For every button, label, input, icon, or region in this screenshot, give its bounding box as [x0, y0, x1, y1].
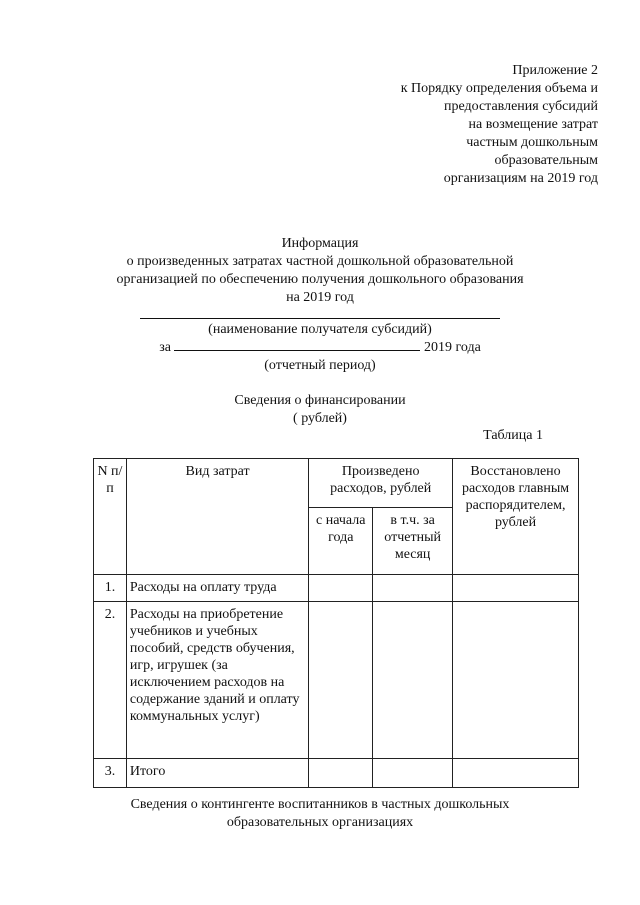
financing-title: Сведения о финансировании — [234, 393, 406, 408]
annex-line: образовательным — [494, 153, 598, 168]
annex-line: частным дошкольным — [466, 135, 598, 150]
annex-line: предоставления субсидий — [443, 99, 598, 114]
info-line: о произведенных затратах частной дошкольной образовательной — [126, 254, 514, 269]
period-row — [0, 339, 640, 357]
row-num: 2. — [94, 602, 127, 759]
info-title: Информация — [281, 236, 359, 251]
info-line: на 2019 год — [286, 290, 354, 305]
cell-restored — [453, 575, 579, 602]
header-type: Вид затрат — [126, 459, 308, 575]
annex-line: Приложение 2 — [512, 63, 598, 78]
financing-header — [0, 392, 640, 428]
cell-restored — [453, 602, 579, 759]
row-label: Расходы на оплату труда — [126, 575, 308, 602]
header-num: N п/п — [94, 459, 127, 575]
table-row — [94, 575, 579, 602]
period-caption: (отчетный период) — [264, 358, 376, 373]
info-line: организацией по обеспечению получения дошкольного образования — [116, 272, 524, 287]
row-num: 1. — [94, 575, 127, 602]
table-row — [94, 602, 579, 759]
financing-units: ( рублей) — [293, 411, 347, 426]
header-produced: Произведено расходов, рублей — [309, 459, 453, 508]
period-line — [174, 350, 420, 351]
annex-block — [401, 62, 598, 188]
cell-month — [373, 759, 453, 788]
table-row — [94, 759, 579, 788]
row-label: Расходы на приобретение учебников и учебных пособий, средств обучения, игр, игрушек (за исключением расходов на содержание зданий и оплату коммунальных услуг) — [126, 602, 308, 759]
header-from-start: с начала года — [309, 508, 373, 575]
recipient-caption: (наименование получателя субсидий) — [208, 322, 432, 337]
row-num: 3. — [94, 759, 127, 788]
annex-line: к Порядку определения объема и — [400, 81, 598, 96]
cell-month — [373, 602, 453, 759]
annex-line: организациям на 2019 год — [443, 171, 598, 186]
header-month: в т.ч. за отчетный месяц — [373, 508, 453, 575]
table-label: Таблица 1 — [483, 428, 543, 443]
period-prefix: за — [159, 340, 171, 355]
cell-from-start — [309, 759, 373, 788]
cell-from-start — [309, 602, 373, 759]
recipient-line — [140, 318, 500, 319]
cell-month — [373, 575, 453, 602]
contingent-line: Сведения о контингенте воспитанников в частных дошкольных — [130, 797, 510, 812]
period-suffix: 2019 года — [423, 340, 481, 355]
annex-line: на возмещение затрат — [468, 117, 598, 132]
cell-from-start — [309, 575, 373, 602]
header-restored: Восстановлено расходов главным распорядителем, рублей — [453, 459, 579, 575]
row-label: Итого — [126, 759, 308, 788]
contingent-line: образовательных организациях — [226, 815, 414, 830]
info-header — [0, 235, 640, 375]
financing-table — [93, 458, 579, 788]
contingent-header — [0, 796, 640, 832]
cell-restored — [453, 759, 579, 788]
